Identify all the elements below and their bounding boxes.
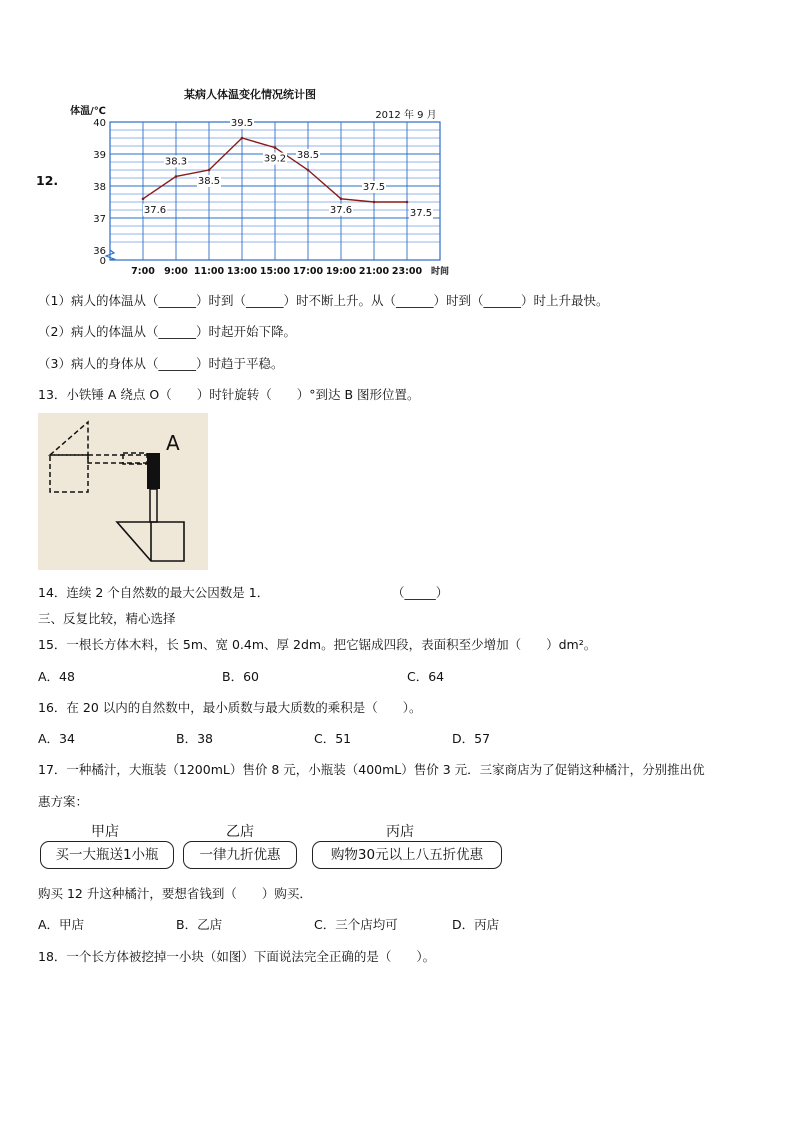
question-18-text: 18．一个长方体被挖掉一小块（如图）下面说法完全正确的是（ ）。 (38, 949, 436, 964)
x-tick-label: 11:00 (193, 266, 225, 277)
chart-ylabel: 体温/℃ (70, 106, 106, 117)
x-tick-label: 23:00 (391, 266, 423, 277)
question-14-blank: （_____） (392, 585, 449, 600)
x-tick-label: 19:00 (325, 266, 357, 277)
data-label: 37.6 (143, 204, 167, 216)
q17-option-c: C．三个店均可 (314, 917, 398, 932)
question-17-text-line-1: 17．一种橘汁，大瓶装（1200mL）售价 8 元，小瓶装（400mL）售价 3 元．三家商店为了促销这种橘汁，分别推出优 (38, 762, 705, 777)
chart-xlabel: 时间 (430, 267, 450, 277)
q15-option-b: B．60 (222, 669, 259, 684)
chart-y-ticks (93, 118, 106, 267)
y-tick-label: 0 (99, 256, 106, 267)
q16-option-d: D．57 (452, 731, 491, 746)
q16-option-a: A．34 (38, 731, 75, 746)
shop-name-yi: 乙店 (226, 824, 254, 840)
chart-data-labels (143, 117, 433, 219)
q15-option-a: A．48 (38, 669, 75, 684)
data-label: 39.2 (263, 153, 287, 165)
question-12-part-1: （1）病人的体温从（______）时到（______）时不断上升。从（______）时到（______）时上升最快。 (38, 293, 609, 308)
x-tick-label: 7:00 (131, 266, 155, 277)
q16-option-c: C．51 (314, 731, 352, 746)
temperature-point (241, 137, 244, 140)
question-16-text: 16．在 20 以内的自然数中，最小质数与最大质数的乘积是（ ）。 (38, 700, 422, 715)
temperature-point (274, 146, 277, 149)
y-tick-label: 36 (93, 246, 106, 257)
question-17-question: 购买 12 升这种橘汁，要想省钱到（ ）购买． (38, 886, 312, 901)
temperature-point (142, 198, 145, 201)
x-tick-label: 17:00 (292, 266, 324, 277)
q17-option-a: A．甲店 (38, 917, 85, 932)
data-label: 38.3 (164, 156, 188, 168)
question-12-part-2: （2）病人的体温从（______）时起开始下降。 (38, 324, 296, 339)
hammer-rotation-figure (38, 413, 208, 570)
data-label: 37.5 (362, 182, 386, 193)
x-tick-label: 15:00 (259, 266, 291, 277)
chart-date: 2012 年 9 月 (375, 110, 437, 121)
shop-name-jia: 甲店 (91, 824, 119, 840)
label-a: A (166, 431, 180, 455)
data-label: 38.5 (197, 176, 221, 187)
shop-offer-bing: 购物30元以上八五折优惠 (312, 841, 502, 869)
hammer-head (147, 453, 160, 489)
x-tick-label: 13:00 (226, 266, 258, 277)
shop-offer-jia: 买一大瓶送1小瓶 (40, 841, 174, 869)
temperature-point (175, 175, 178, 178)
temperature-point (340, 198, 343, 201)
temperature-point (373, 201, 376, 204)
question-17-text-line-2: 惠方案： (38, 794, 89, 809)
data-label: 37.6 (329, 204, 353, 216)
temperature-point (307, 169, 310, 172)
x-tick-label: 9:00 (164, 266, 188, 277)
question-14-text: 14．连续 2 个自然数的最大公因数是 1． (38, 585, 270, 600)
question-15-text: 15．一根长方体木料，长 5m、宽 0.4m、厚 2dm。把它锯成四段，表面积至少增加（ ）dm²。 (38, 637, 597, 652)
q17-option-b: B．乙店 (176, 917, 223, 932)
data-label: 38.5 (296, 150, 320, 161)
y-tick-label: 39 (93, 150, 106, 161)
q17-option-d: D．丙店 (452, 917, 500, 932)
shop-name-bing: 丙店 (386, 824, 414, 840)
q15-option-c: C．64 (407, 669, 445, 684)
temperature-point (406, 201, 409, 204)
data-label: 37.5 (409, 208, 433, 219)
shop-offer-yi: 一律九折优惠 (183, 841, 297, 869)
question-13-text: 13．小铁锤 A 绕点 O（ ）时针旋转（ ）°到达 B 图形位置。 (38, 387, 420, 402)
y-tick-label: 40 (93, 118, 106, 129)
section-3-heading: 三、反复比较，精心选择 (38, 611, 176, 626)
chart-title: 某病人体温变化情况统计图 (184, 88, 316, 101)
y-tick-label: 37 (93, 214, 106, 225)
q16-option-b: B．38 (176, 731, 213, 746)
temperature-point (208, 169, 211, 172)
y-tick-label: 38 (93, 182, 106, 193)
x-tick-label: 21:00 (358, 266, 390, 277)
data-label: 39.5 (230, 118, 254, 129)
chart-x-ticks (131, 266, 422, 277)
question-12-number: 12. (36, 173, 59, 188)
temperature-line-chart (60, 80, 460, 280)
chart-grid (106, 122, 440, 260)
question-12-part-3: （3）病人的身体从（______）时趋于平稳。 (38, 356, 284, 371)
